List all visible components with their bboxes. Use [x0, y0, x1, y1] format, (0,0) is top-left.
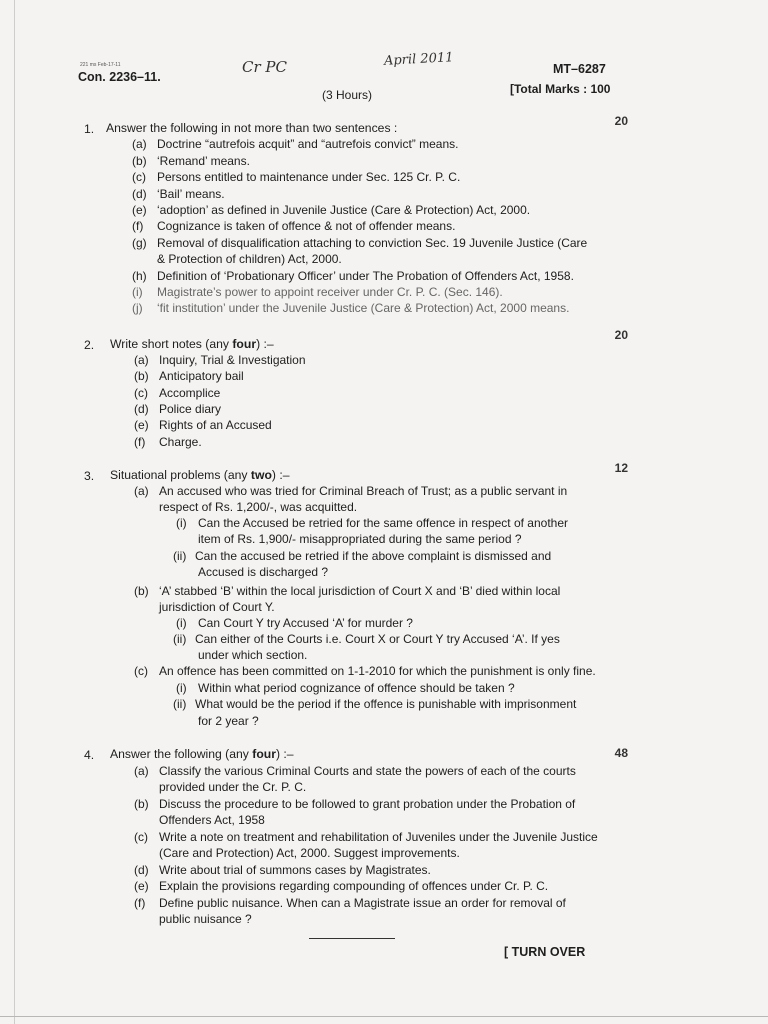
handwritten-subject: Cr PC: [242, 58, 287, 76]
question-marks: 48: [614, 746, 628, 760]
question-number: 2.: [84, 338, 95, 352]
list-item-continued: & Protection of children) Act, 2000.: [157, 252, 342, 266]
exam-paper: 221 ms Feb-17-11 Con. 2236–11. Cr PC April 2011 MT–6287 (3 Hours) [Total Marks : 100 1. Answer the following in not more than two sentences : 20 (a) Doctrine “autrefois acquit” and “autrefois convict” means. (b) ‘Remand’ means. (c) Persons entitled to maintenance under Sec. 125 Cr. P. C. (d) ‘Bail’ means. (e) ‘adoption’ as defined in Juvenile Justice (Care & Protection) Act, 2000. (f) Cognizance is taken of offence & not of offender means. (g) Removal of disqualification attaching to conviction Sec. 19 Juvenile Justice (Care & Protection of children) Act, 2000. (h) Definition of ‘Probationary Officer’ under The Probation of Offenders Act, 1958. (i) Magistrate’s power to appoint receiver under Cr. P. C. (Sec. 146). (j) ‘fit institution’ under the Juvenile Justice (Care & Protection) Act, 2000 means. 2. Write short notes (any four) :– 20 (a) Inquiry, Trial & Investigation (b) Anticipatory bail (c) Accomplice (d) Police diary (e) Rights of an Accused (f) Charge. 3. Situational problems (any two) :– 12 (a) An accused who was tried for Criminal Breach of Trust; as a public servant in respect of Rs. 1,200/-, was acquitted. (i) Can the Accused be retried for the same offence in respect of another item of Rs. 1,900/- misappropriated during the same period ? (ii) Can the accused be retried if the above complaint is dismissed and Accused is discharged ? (b) ‘A’ stabbed ‘B’ within the local jurisdiction of Court X and ‘B’ died within local jurisdiction of Court Y. (i) Can Court Y try Accused ‘A’ for murder ? (ii) Can either of the Courts i.e. Court X or Court Y try Accused ‘A’. If yes under which section. (c) An offence has been committed on 1-1-2010 for which the punishment is only fine. (i) Within what period cognizance of offence should be taken ? (ii) What would be the period if the offence is punishable with imprisonment for 2 year ? 4. Answer the following (any four) :– 48 (a) Classify the various Criminal Courts and state the powers of each of the courts provided under the Cr. P. C. (b) Discuss the procedure to be followed to grant probation under the Probation of Offenders Act, 1958 (c) Write a note on treatment and rehabilitation of Juveniles under the Juvenile Justice (Care and Protection) Act, 2000. Suggest improvements. (d) Write about trial of summons cases by Magistrates. (e) Explain the provisions regarding compounding of offences under Cr. P. C. (f) Define public nuisance. When can a Magistrate issue an order for removal of public nuisance ? [ TURN OVER: [0, 0, 768, 1024]
duration: (3 Hours): [322, 88, 373, 102]
question-number: 1.: [84, 122, 95, 136]
question-number: 4.: [84, 748, 95, 762]
question-number: 3.: [84, 469, 95, 483]
sub-question-continued: item of Rs. 1,900/- misappropriated during the same period ?: [198, 532, 522, 546]
page-edge-line: [14, 0, 15, 1024]
print-reference: 221 ms Feb-17-11: [80, 62, 121, 68]
sub-question-continued: under which section.: [198, 648, 308, 662]
list-item-continued: provided under the Cr. P. C.: [159, 780, 307, 794]
question-marks: 12: [614, 461, 628, 475]
list-item-continued: (Care and Protection) Act, 2000. Suggest improvements.: [159, 846, 460, 860]
turn-over: [ TURN OVER: [504, 945, 586, 959]
question-marks: 20: [614, 114, 628, 128]
paper-code: MT–6287: [553, 62, 606, 76]
page-bottom-edge: [0, 1016, 768, 1017]
question-stem: Answer the following in not more than two sentences :: [106, 121, 398, 135]
sub-question-continued: Accused is discharged ?: [198, 565, 329, 579]
problem-a-continued: respect of Rs. 1,200/-, was acquitted.: [159, 500, 358, 514]
problem-b-continued: jurisdiction of Court Y.: [159, 600, 275, 614]
list-item-continued: Offenders Act, 1958: [159, 813, 265, 827]
total-marks: [Total Marks : 100: [510, 82, 611, 96]
question-marks: 20: [614, 328, 628, 342]
con-number: Con. 2236–11.: [78, 70, 161, 84]
handwritten-date: April 2011: [383, 50, 454, 69]
end-rule: [309, 938, 395, 939]
sub-question-continued: for 2 year ?: [198, 714, 259, 728]
list-item-continued: public nuisance ?: [159, 912, 252, 926]
question-stem: Answer the following (any four) :–: [110, 747, 294, 761]
question-stem: Write short notes (any four) :–: [110, 337, 274, 351]
question-stem: Situational problems (any two) :–: [110, 468, 290, 482]
